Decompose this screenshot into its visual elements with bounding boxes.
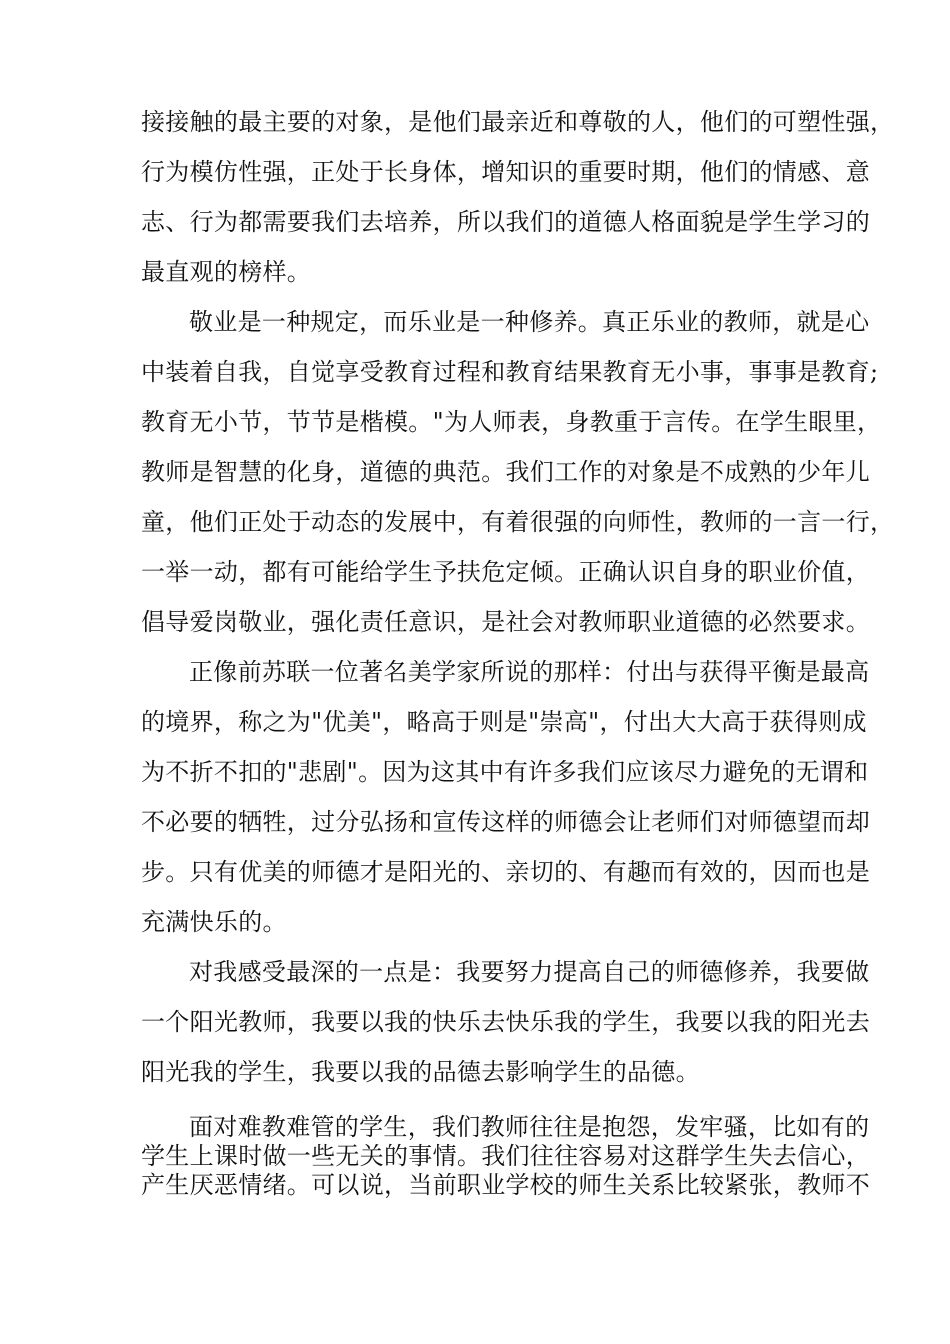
paragraph-3-line-2: 的境界，称之为"优美"，略高于则是"崇高"，付出大大高于获得则成	[141, 708, 867, 736]
paragraph-1-line-4: 最直观的榜样。	[141, 258, 312, 286]
paragraph-2-line-6: 一举一动，都有可能给学生予扶危定倾。正确认识自身的职业价值，	[141, 558, 870, 586]
paragraph-4-line-2: 一个阳光教师，我要以我的快乐去快乐我的学生，我要以我的阳光去	[141, 1008, 870, 1036]
paragraph-2-line-2: 中装着自我，自觉享受教育过程和教育结果教育无小事，事事是教育;	[141, 358, 879, 386]
paragraph-3-line-4: 不必要的牺牲，过分弘扬和宣传这样的师德会让老师们对师德望而却	[141, 808, 870, 836]
paragraph-2-line-4: 教师是智慧的化身，道德的典范。我们工作的对象是不成熟的少年儿	[141, 458, 870, 486]
paragraph-2-line-5: 童，他们正处于动态的发展中，有着很强的向师性，教师的一言一行，	[141, 508, 895, 536]
paragraph-3-line-6: 充满快乐的。	[141, 908, 287, 936]
paragraph-2-line-3: 教育无小节，节节是楷模。"为人师表，身教重于言传。在学生眼里，	[141, 408, 882, 436]
paragraph-3-line-3: 为不折不扣的"悲剧"。因为这其中有许多我们应该尽力避免的无谓和	[141, 758, 869, 786]
paragraph-1-line-3: 志、行为都需要我们去培养，所以我们的道德人格面貌是学生学习的	[141, 208, 870, 236]
paragraph-1-line-2: 行为模仿性强，正处于长身体，增知识的重要时期，他们的情感、意	[141, 158, 870, 186]
paragraph-4-line-1: 对我感受最深的一点是：我要努力提高自己的师德修养，我要做	[189, 958, 870, 986]
paragraph-2-line-1: 敬业是一种规定，而乐业是一种修养。真正乐业的教师，就是心	[189, 308, 870, 336]
paragraph-5-line-2: 学生上课时做一些无关的事情。我们往往容易对这群学生失去信心，	[141, 1142, 870, 1170]
paragraph-3-line-5: 步。只有优美的师德才是阳光的、亲切的、有趣而有效的，因而也是	[141, 858, 870, 886]
paragraph-4-line-3: 阳光我的学生，我要以我的品德去影响学生的品德。	[141, 1058, 700, 1086]
paragraph-2-line-7: 倡导爱岗敬业，强化责任意识，是社会对教师职业道德的必然要求。	[141, 608, 870, 636]
paragraph-5-line-1: 面对难教难管的学生，我们教师往往是抱怨，发牢骚，比如有的	[189, 1113, 870, 1141]
paragraph-1-line-1: 接接触的最主要的对象，是他们最亲近和尊敬的人，他们的可塑性强，	[141, 108, 895, 136]
paragraph-5-line-3: 产生厌恶情绪。可以说，当前职业学校的师生关系比较紧张，教师不	[141, 1171, 870, 1199]
paragraph-3-line-1: 正像前苏联一位著名美学家所说的那样：付出与获得平衡是最高	[189, 658, 870, 686]
